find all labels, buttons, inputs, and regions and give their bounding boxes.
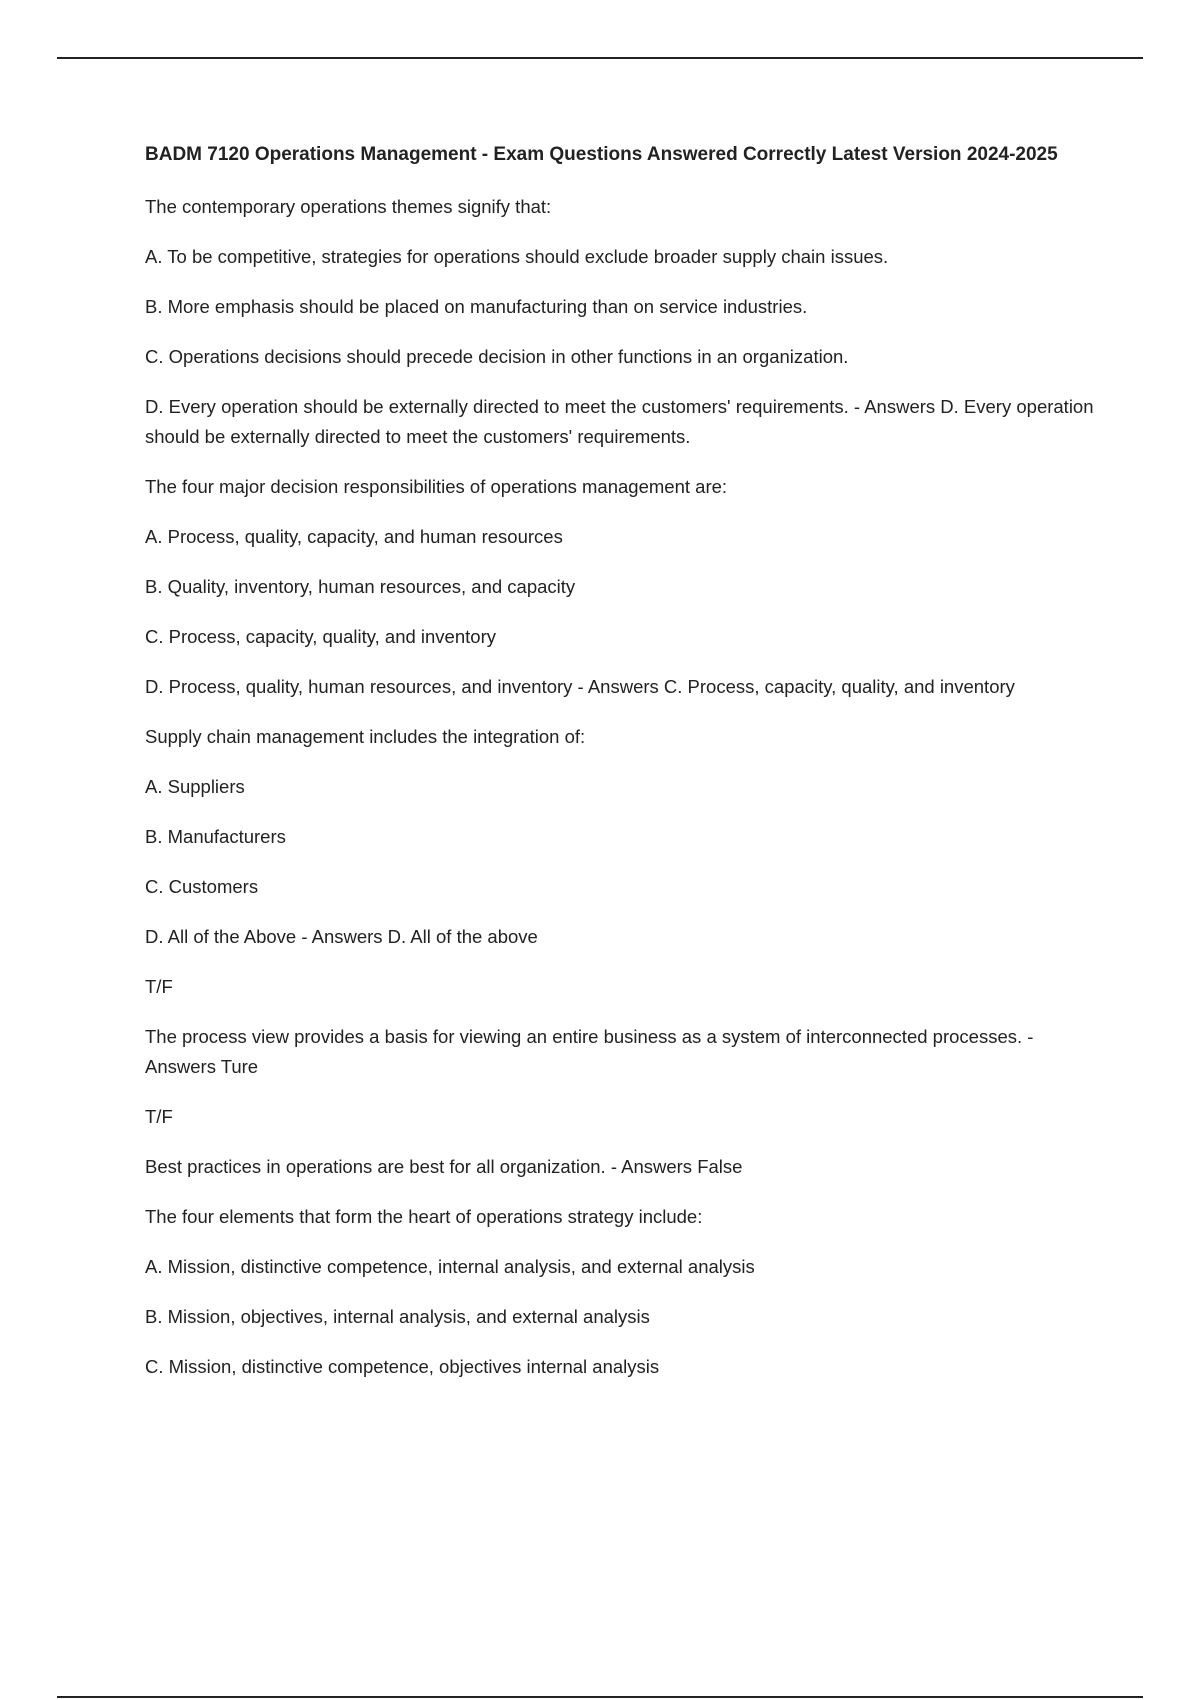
top-rule [57,57,1143,59]
question-4-type: T/F [145,976,173,997]
question-3-option-a: A. Suppliers [145,776,245,797]
question-2-option-c: C. Process, capacity, quality, and inventory [145,626,496,647]
question-6-option-c: C. Mission, distinctive competence, objectives internal analysis [145,1356,660,1377]
question-5-answer: Best practices in operations are best for all organization. - Answers False [145,1156,743,1177]
document-body [145,143,1095,1402]
question-5-type: T/F [145,1106,173,1127]
question-4-answer: The process view provides a basis for viewing an entire business as a system of interconnected processes. - Answers Ture [145,1026,1034,1077]
question-3-option-c: C. Customers [145,876,259,897]
question-2: The four major decision responsibilities of operations management are: [145,476,728,497]
question-1-option-a: A. To be competitive, strategies for operations should exclude broader supply chain issues. [145,246,889,267]
question-6-option-b: B. Mission, objectives, internal analysis, and external analysis [145,1306,650,1327]
question-2-option-b: B. Quality, inventory, human resources, and capacity [145,576,576,597]
question-6: The four elements that form the heart of operations strategy include: [145,1206,703,1227]
question-2-option-d-answer: D. Process, quality, human resources, and inventory - Answers C. Process, capacity, quality, and inventory [145,676,1015,697]
question-2-option-a: A. Process, quality, capacity, and human resources [145,526,563,547]
question-3: Supply chain management includes the integration of: [145,726,586,747]
question-3-option-d-answer: D. All of the Above - Answers D. All of the above [145,926,538,947]
question-6-option-a: A. Mission, distinctive competence, internal analysis, and external analysis [145,1256,755,1277]
question-1-option-c: C. Operations decisions should precede decision in other functions in an organization. [145,346,849,367]
document-title: BADM 7120 Operations Management - Exam Questions Answered Correctly Latest Version 2024-2025 [145,144,1058,165]
bottom-rule [57,1696,1143,1698]
question-3-option-b: B. Manufacturers [145,826,286,847]
question-1: The contemporary operations themes signify that: [145,196,552,217]
question-1-option-d-answer: D. Every operation should be externally directed to meet the customers' requirements. - Answers D. Every operation should be externally directed to meet the customers' requirements. [145,396,1094,447]
question-1-option-b: B. More emphasis should be placed on manufacturing than on service industries. [145,296,808,317]
